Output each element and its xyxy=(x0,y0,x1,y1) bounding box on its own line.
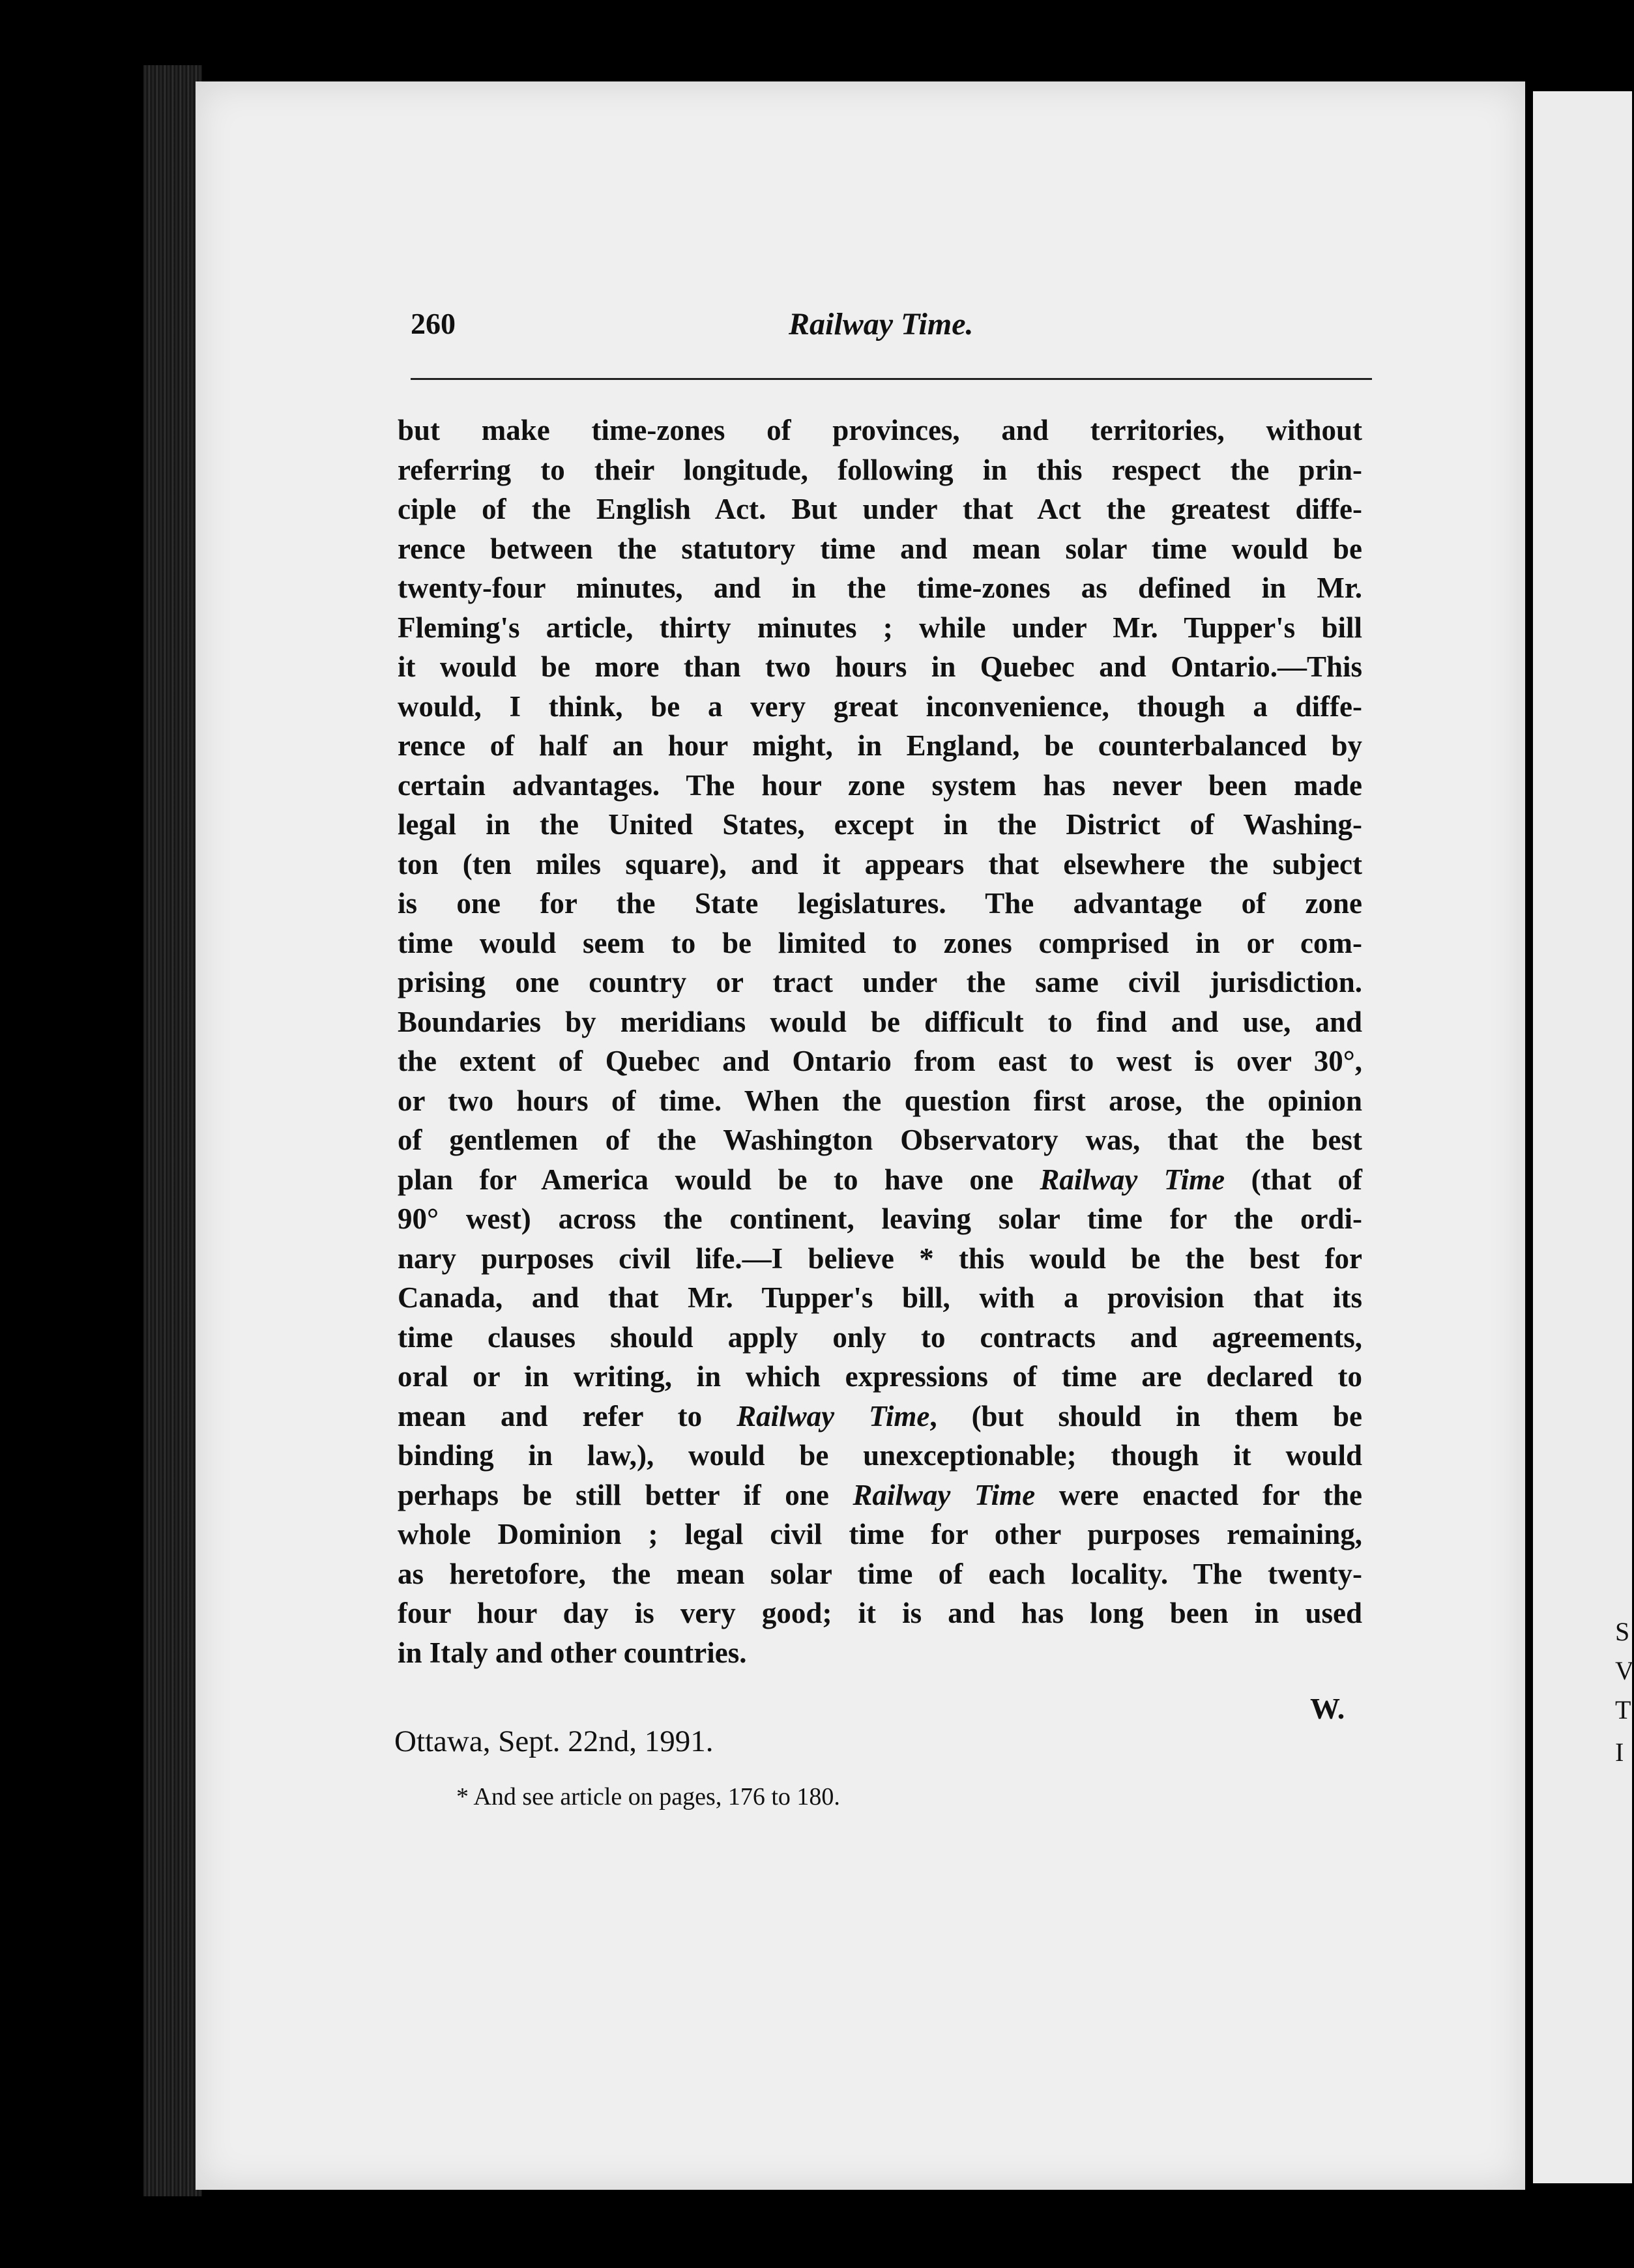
text-line: oral or in writing, in which expressions of time are declared to xyxy=(398,1360,1362,1393)
text-line: certain advantages. The hour zone system has never been made xyxy=(398,768,1362,802)
text-line: 90° west) across the continent, leaving solar time for the ordi- xyxy=(398,1202,1362,1235)
text-line: legal in the United States, except in the District of Washing- xyxy=(398,808,1362,841)
header-rule xyxy=(411,378,1372,380)
text-line: the extent of Quebec and Ontario from east to west is over 30°, xyxy=(398,1045,1362,1077)
page-number: 260 xyxy=(411,307,456,340)
signature: W. xyxy=(1310,1692,1345,1725)
text-line: or two hours of time. When the question first arose, the opinion xyxy=(398,1084,1362,1117)
text-line: rence between the statutory time and mean solar time would be xyxy=(398,532,1362,565)
text-line: it would be more than two hours in Quebec and Ontario.—This xyxy=(398,650,1362,683)
text-line: twenty-four minutes, and in the time-zones as defined in Mr. xyxy=(398,572,1362,604)
text-line: plan for America would be to have one Railway Time (that of xyxy=(398,1163,1362,1196)
text-line: mean and refer to Railway Time, (but should in them be xyxy=(398,1399,1362,1432)
text-line: is one for the State legislatures. The advantage of zone xyxy=(398,887,1362,920)
body-text xyxy=(398,411,1362,1672)
adjacent-page-fragment: I xyxy=(1615,1737,1624,1767)
text-line: ciple of the English Act. But under that Act the greatest diffe- xyxy=(398,493,1362,525)
page-header xyxy=(411,306,1369,345)
book-spine-edge xyxy=(143,65,202,2196)
text-line: perhaps be still better if one Railway Time were enacted for the xyxy=(398,1478,1362,1511)
dateline: Ottawa, Sept. 22nd, 1991. xyxy=(394,1724,714,1758)
adjacent-page-fragment: T xyxy=(1615,1695,1631,1724)
footnote: * And see article on pages, 176 to 180. xyxy=(456,1783,840,1810)
adjacent-page-edge xyxy=(1533,91,1632,2183)
text-line: as heretofore, the mean solar time of each locality. The twenty- xyxy=(398,1557,1362,1590)
text-line: but make time-zones of provinces, and territories, without xyxy=(398,414,1362,446)
text-line: of gentlemen of the Washington Observatory was, that the best xyxy=(398,1124,1362,1156)
text-line: Boundaries by meridians would be difficult to find and use, and xyxy=(398,1005,1362,1038)
text-line: would, I think, be a very great inconvenience, though a diffe- xyxy=(398,690,1362,723)
text-line: referring to their longitude, following in this respect the prin- xyxy=(398,453,1362,486)
text-line: Fleming's article, thirty minutes ; while under Mr. Tupper's bill xyxy=(398,611,1362,644)
text-line: rence of half an hour might, in England, be counterbalanced by xyxy=(398,729,1362,762)
text-line: prising one country or tract under the same civil jurisdiction. xyxy=(398,966,1362,998)
adjacent-page-fragment: S xyxy=(1615,1617,1630,1646)
text-line: time clauses should apply only to contracts and agreements, xyxy=(398,1320,1362,1354)
text-line: ton (ten miles square), and it appears that elsewhere the subject xyxy=(398,847,1362,880)
adjacent-page-fragment: V xyxy=(1615,1656,1634,1685)
text-line: in Italy and other countries. xyxy=(398,1636,747,1669)
text-line: Canada, and that Mr. Tupper's bill, with a provision that its xyxy=(398,1281,1362,1314)
text-line: four hour day is very good; it is and has long been in used xyxy=(398,1597,1362,1629)
text-line: time would seem to be limited to zones comprised in or com- xyxy=(398,926,1362,959)
text-line: binding in law,), would be unexceptionable; though it would xyxy=(398,1439,1362,1472)
running-title: Railway Time. xyxy=(789,307,974,342)
text-line: nary purposes civil life.—I believe * this would be the best for xyxy=(398,1242,1362,1275)
text-line: whole Dominion ; legal civil time for other purposes remaining, xyxy=(398,1518,1362,1550)
